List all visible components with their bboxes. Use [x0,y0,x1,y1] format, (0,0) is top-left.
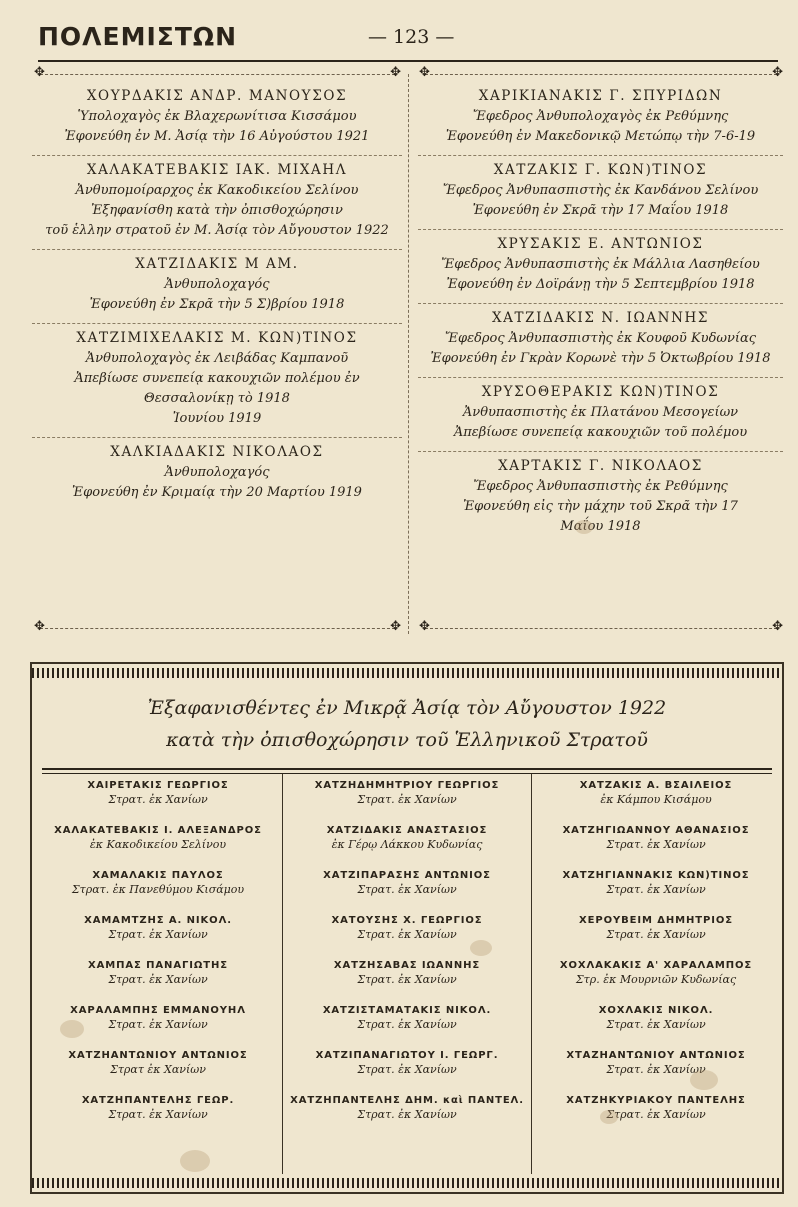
entry-detail-line: Ἐφονεύθη ἐν Γκρὰν Κορωνὲ τὴν 5 Ὀκτωβρίου 1918 [430,351,771,366]
entry-detail-line: Στρατ. ἐκ Χανίων [108,928,208,941]
soldier-name: ΧΤΑΖΗΑΝΤΩΝΙΟΥ ΑΝΤΩΝΙΟΣ [566,1050,746,1061]
missing-list-col3 [538,780,774,1140]
soldier-name: ΧΑΤΖΗΓΙΑΝΝΑΚΙΣ ΚΩΝ)ΤΙΝΟΣ [562,870,750,881]
entry-detail-line: Θεσσαλονίκῃ τὸ 1918 [144,391,290,406]
missing-list-col1 [40,780,276,1140]
entry-detail-line: Ἀπεβίωσε συνεπείᾳ κακουχιῶν πολέμου ἐν [74,371,360,386]
entry-detail-line: Στρατ. ἐκ Χανίων [357,928,457,941]
memorial-entry [418,82,783,156]
section-title-rule [42,768,772,774]
running-title: ΠΟΛΕΜΙΣΤΩΝ [38,22,238,51]
soldier-name: ΧΑΛΚΙΑΔΑΚΙΣ ΝΙΚΟΛΑΟΣ [110,444,324,460]
entry-detail-line: Μαΐου 1918 [560,519,641,534]
entry-detail-line: Ἔφεδρος Ἀνθυπασπιστὴς ἐκ Κανδάνου Σελίνου [442,183,759,198]
entry-detail-line: Ἀνθυπολοχαγός [164,465,270,480]
section-title-line1: Ἐξαφανισθέντες ἐν Μικρᾷ Ἀσίᾳ τὸν Αὔγουστον 1922 [147,697,667,719]
entry-detail-line: Στρατ. ἐκ Χανίων [357,883,457,896]
entry-detail-line: Στρατ. ἐκ Χανίων [357,1063,457,1076]
missing-entry [289,1050,525,1095]
soldier-name: ΧΑΤΖΙΔΑΚΙΣ Ν. ΙΩΑΝΝΗΣ [491,310,710,326]
entry-detail-line: Ἐφονεύθη ἐν Κριμαίᾳ τὴν 20 Μαρτίου 1919 [72,485,362,500]
soldier-name: ΧΑΤΖΙΔΑΚΙΣ ΑΝΑΣΤΑΣΙΟΣ [326,825,488,836]
missing-entry [289,960,525,1005]
memorial-entry [418,156,783,230]
soldier-name: ΧΑΛΑΚΑΤΕΒΑΚΙΣ Ι. ΑΛΕΞΑΝΔΡΟΣ [54,825,262,836]
missing-entry [538,915,774,960]
entry-detail-line: Στρατ. ἐκ Χανίων [606,883,706,896]
memorial-entry [418,452,783,545]
memorial-entry [418,230,783,304]
missing-entry [538,870,774,915]
entry-detail-line: Ἐξηφανίσθη κατὰ τὴν ὀπισθοχώρησιν [91,203,343,218]
entry-detail-line: Στρατ. ἐκ Χανίων [108,1018,208,1031]
missing-entry [40,1050,276,1095]
entry-detail-line: Στρατ. ἐκ Πανεθύμου Κισάμου [71,883,245,896]
sub-column-divider-1 [282,774,283,1174]
entry-detail-line: Ἀνθυπασπιστὴς ἐκ Πλατάνου Μεσογείων [462,405,739,420]
soldier-name: ΧΑΤΖΗΓΙΩΑΝΝΟΥ ΑΘΑΝΑΣΙΟΣ [562,825,750,836]
column-divider [408,74,410,634]
memorial-entry [418,304,783,378]
memorial-entry [32,438,402,511]
foxing-stain [690,1070,718,1090]
entry-detail-line: Στρατ. ἐκ Χανίων [606,1063,706,1076]
decorative-band-top [32,668,782,678]
entry-detail-line: Στρατ. ἐκ Χανίων [108,1108,208,1121]
missing-soldiers-box [30,662,784,1194]
soldier-name: ΧΑΤΖΙΣΤΑΜΑΤΑΚΙΣ ΝΙΚΟΛ. [322,1005,492,1016]
entry-detail-line: ἐκ Κακοδικείου Σελίνου [89,838,227,851]
left-column [32,82,402,511]
soldier-name: ΧΑΤΖΙΜΙΧΕΛΑΚΙΣ Μ. ΚΩΝ)ΤΙΝΟΣ [76,330,358,346]
soldier-name: ΧΑΤΖΙΔΑΚΙΣ Μ ΑΜ. [135,256,299,272]
soldier-name: ΧΑΤΖΗΑΝΤΩΝΙΟΥ ΑΝΤΩΝΙΟΣ [68,1050,248,1061]
entry-detail-line: Ἐφονεύθη ἐν Μακεδονικῷ Μετώπῳ τὴν 7-6-19 [445,129,756,144]
soldier-name: ΧΑΤΖΗΠΑΝΤΕΛΗΣ ΔΗΜ. καὶ ΠΑΝΤΕΛ. [290,1095,524,1106]
entry-detail-line: Ἐφονεύθη ἐν Σκρᾶ τὴν 5 Σ)βρίου 1918 [89,297,345,312]
soldier-name: ΧΑΤΖΗΚΥΡΙΑΚΟΥ ΠΑΝΤΕΛΗΣ [566,1095,746,1106]
missing-entry [289,1095,525,1140]
soldier-name: ΧΑΜΠΑΣ ΠΑΝΑΓΙΩΤΗΣ [88,960,228,971]
entry-detail-line: Ἐφονεύθη ἐν Σκρᾶ τὴν 17 Μαΐου 1918 [472,203,729,218]
entry-detail-line: Στρατ. ἐκ Χανίων [606,928,706,941]
entry-detail-line: Στρατ. ἐκ Χανίων [357,793,457,806]
entry-detail-line: Ἐφονεύθη εἰς τὴν μάχην τοῦ Σκρᾶ τὴν 17 [463,499,738,514]
foxing-stain [575,520,593,534]
entry-detail-line: Στρατ. ἐκ Χανίων [357,973,457,986]
entry-detail-line: Στρατ. ἐκ Χανίων [606,1108,706,1121]
soldier-name: ΧΑΤΖΗΔΗΜΗΤΡΙΟΥ ΓΕΩΡΓΙΟΣ [314,780,500,791]
missing-entry [40,825,276,870]
entry-detail-line: Ὑπολοχαγὸς ἐκ Βλαχερωνίτισα Κισσάμου [77,109,357,124]
entry-detail-line: Ἔφεδρος Ἀνθυπολοχαγὸς ἐκ Ρεθύμνης [472,109,729,124]
foxing-stain [600,1110,618,1124]
entry-detail-line: Ἀπεβίωσε συνεπείᾳ κακουχιῶν τοῦ πολέμου [453,425,748,440]
entry-detail-line: Στρατ. ἐκ Χανίων [606,838,706,851]
entry-detail-line: Ἰουνίου 1919 [172,411,262,426]
soldier-name: ΧΑΙΡΕΤΑΚΙΣ ΓΕΩΡΓΙΟΣ [87,780,229,791]
soldier-name: ΧΑΤΖΗΣΑΒΑΣ ΙΩΑΝΝΗΣ [333,960,481,971]
entry-detail-line: Στρατ. ἐκ Χανίων [108,793,208,806]
soldier-name: ΧΑΤΖΑΚΙΣ Α. ΒΣΑΙΛΕΙΟΣ [579,780,733,791]
soldier-name: ΧΑΛΑΚΑΤΕΒΑΚΙΣ ΙΑΚ. ΜΙΧΑΗΛ [86,162,348,178]
entry-detail-line: Ἐφονεύθη ἐν Μ. Ἀσίᾳ τὴν 16 Αὐγούστου 1921 [64,129,370,144]
sub-column-divider-2 [531,774,532,1174]
missing-entry [40,870,276,915]
memorial-entry [418,378,783,452]
foxing-stain [180,1150,210,1172]
soldier-name: ΧΑΡΙΚΙΑΝΑΚΙΣ Γ. ΣΠΥΡΙΔΩΝ [478,88,723,104]
foxing-stain [60,1020,84,1038]
soldier-name: ΧΡΥΣΑΚΙΣ Ε. ΑΝΤΩΝΙΟΣ [497,236,704,252]
ornament-rule-bottom-left [40,628,395,643]
entry-detail-line: Ἐφονεύθη ἐν Δοϊράνῃ τὴν 5 Σεπτεμβρίου 1918 [446,277,755,292]
foxing-stain [470,940,492,956]
entry-detail-line: Στρατ. ἐκ Χανίων [357,1108,457,1121]
soldier-name: ΧΑΤΖΑΚΙΣ Γ. ΚΩΝ)ΤΙΝΟΣ [493,162,708,178]
page-header [38,22,778,56]
soldier-name: ΧΑΜΑΛΑΚΙΣ ΠΑΥΛΟΣ [92,870,224,881]
entry-detail-line: Στρ. ἐκ Μουρνιῶν Κυδωνίας [575,973,737,986]
missing-entry [289,780,525,825]
soldier-name: ΧΡΥΣΟΘΕΡΑΚΙΣ ΚΩΝ)ΤΙΝΟΣ [481,384,720,400]
ornament-rule-bottom-right [425,628,777,643]
missing-entry [289,1005,525,1050]
memorial-entry [32,82,402,156]
soldier-name: ΧΑΤΟΥΣΗΣ Χ. ΓΕΩΡΓΙΟΣ [331,915,483,926]
soldier-name: ΧΑΤΖΙΠΑΝΑΓΙΩΤΟΥ Ι. ΓΕΩΡΓ. [315,1050,499,1061]
soldier-name: ΧΟΥΡΔΑΚΙΣ ΑΝΔΡ. ΜΑΝΟΥΣΟΣ [86,88,348,104]
section-title-line2: κατὰ τὴν ὀπισθοχώρησιν τοῦ Ἑλληνικοῦ Στρατοῦ [166,729,648,751]
soldier-name: ΧΑΤΖΗΠΑΝΤΕΛΗΣ ΓΕΩΡ. [81,1095,235,1106]
missing-entry [40,780,276,825]
missing-entry [538,825,774,870]
missing-entry [538,960,774,1005]
right-column [418,82,783,545]
soldier-name: ΧΑΜΑΜΤΖΗΣ Α. ΝΙΚΟΛ. [84,915,232,926]
entry-detail-line: Ἔφεδρος Ἀνθυπασπιστὴς ἐκ Ρεθύμνης [473,479,728,494]
missing-entry [538,1095,774,1140]
memorial-entry [32,156,402,250]
missing-entry [538,780,774,825]
soldier-name: ΧΟΧΛΑΚΙΣ ΝΙΚΟΛ. [598,1005,714,1016]
soldier-name: ΧΑΡΤΑΚΙΣ Γ. ΝΙΚΟΛΑΟΣ [498,458,703,474]
entry-detail-line: ἐκ Γέρῳ Λάκκου Κυδωνίας [331,838,483,851]
soldier-name: ΧΕΡΟΥΒΕΙΜ ΔΗΜΗΤΡΙΟΣ [579,915,733,926]
header-rule [38,60,778,62]
entry-detail-line: ἐκ Κάμπου Κισάμου [600,793,712,806]
soldier-name: ΧΑΤΖΙΠΑΡΑΣΗΣ ΑΝΤΩΝΙΟΣ [323,870,491,881]
missing-entry [40,960,276,1005]
soldier-name: ΧΟΧΛΑΚΑΚΙΣ Α' ΧΑΡΑΛΑΜΠΟΣ [559,960,753,971]
entry-detail-line: Στρατ. ἐκ Χανίων [357,1018,457,1031]
missing-entry [538,1050,774,1095]
decorative-band-bottom [32,1178,782,1188]
missing-entry [289,825,525,870]
entry-detail-line: Ἀνθυπολοχαγὸς ἐκ Λειβάδας Καμπανοῦ [85,351,349,366]
entry-detail-line: Στρατ. ἐκ Χανίων [108,973,208,986]
memorial-entry [32,250,402,324]
entry-detail-line: Ἔφεδρος Ἀνθυπασπιστὴς ἐκ Κουφοῦ Κυδωνίας [444,331,757,346]
missing-entry [40,1095,276,1140]
soldier-name: ΧΑΡΑΛΑΜΠΗΣ ΕΜΜΑΝΟΥΗΛ [70,1005,246,1016]
entry-detail-line: Ἔφεδρος Ἀνθυπασπιστὴς ἐκ Μάλλια Λασηθείου [441,257,760,272]
missing-entry [289,870,525,915]
missing-entry [538,1005,774,1050]
entry-detail-line: Στρατ ἐκ Χανίων [110,1063,206,1076]
entry-detail-line: Ἀνθυπομοίραρχος ἐκ Κακοδικείου Σελίνου [75,183,359,198]
entry-detail-line: τοῦ ἑλλην στρατοῦ ἐν Μ. Ἀσίᾳ τὸν Αὔγουστον 1922 [45,223,389,238]
entry-detail-line: Στρατ. ἐκ Χανίων [606,1018,706,1031]
missing-list-col2 [289,780,525,1140]
entry-detail-line: Ἀνθυπολοχαγός [164,277,270,292]
missing-entry [40,915,276,960]
missing-entry [289,915,525,960]
page-number: — 123 — [368,26,455,48]
section-title [32,692,782,756]
memorial-entry [32,324,402,438]
